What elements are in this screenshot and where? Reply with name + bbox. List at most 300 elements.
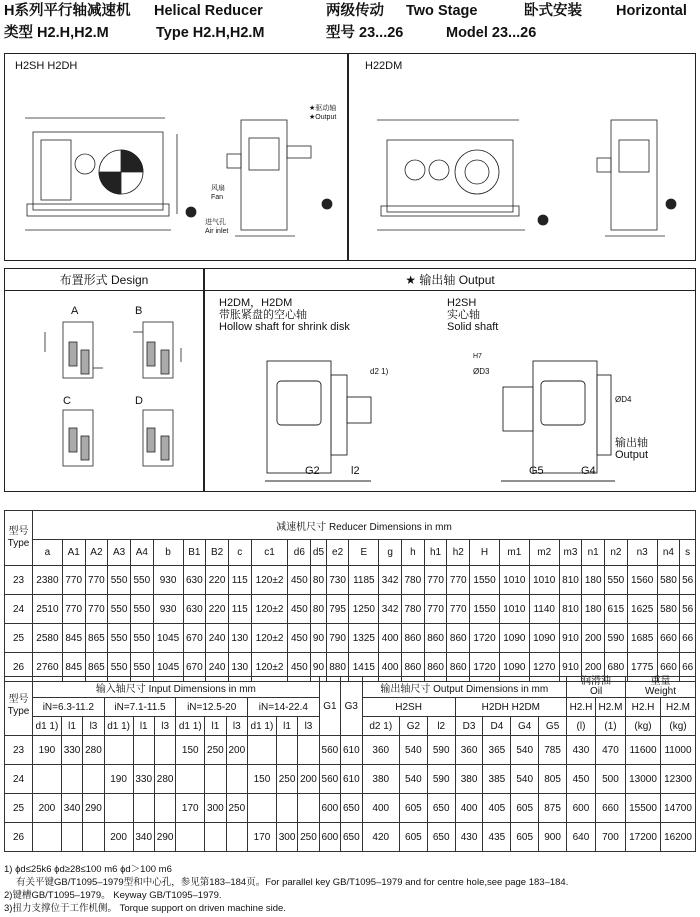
table-cell: 560 (319, 736, 340, 765)
table-cell: 1270 (529, 653, 559, 682)
table-cell: 360 (455, 736, 483, 765)
table-cell: 910 (559, 624, 582, 653)
note-1: 1) ϕd≤25k6 ϕd≥28≤100 m6 ϕd＞100 m6 (4, 864, 172, 875)
table-cell (176, 823, 205, 852)
oil-unit: (1) (595, 717, 625, 736)
output-title: ★ 输出轴 Output (205, 269, 695, 291)
table-cell: 190 (33, 736, 62, 765)
table-cell (154, 794, 175, 823)
table-cell: 860 (424, 653, 447, 682)
table-cell: 150 (248, 765, 277, 794)
input-sub-header: l3 (226, 717, 247, 736)
table-cell: 540 (511, 736, 539, 765)
drive-cn: ★驱动轴 (309, 105, 337, 112)
table-cell: 550 (108, 566, 131, 595)
table-cell: 770 (85, 595, 108, 624)
table-cell: 550 (108, 624, 131, 653)
table-cell: 11600 (626, 736, 661, 765)
table-cell: 550 (108, 653, 131, 682)
table-cell: 605 (511, 823, 539, 852)
solid-en: Solid shaft (447, 321, 499, 333)
dim-g5: G5 (529, 465, 544, 477)
table-cell: 790 (326, 624, 349, 653)
table-cell (104, 794, 133, 823)
header (4, 0, 696, 44)
table-cell: 605 (511, 794, 539, 823)
table-cell: 1415 (349, 653, 379, 682)
table-cell: 24 (5, 595, 33, 624)
table-cell: 340 (61, 794, 82, 823)
table-cell: 200 (582, 624, 605, 653)
table-cell: 1720 (470, 624, 500, 653)
table-cell: 250 (276, 765, 297, 794)
io-type-header: 型号 Type (5, 677, 33, 736)
table-cell: 1625 (627, 595, 657, 624)
table-cell: 450 (288, 624, 311, 653)
table-cell: 1250 (349, 595, 379, 624)
table-cell: 56 (680, 566, 696, 595)
table-cell (61, 765, 82, 794)
table-row (5, 794, 696, 823)
reducer-drawing-right (349, 54, 695, 260)
output-en: Output (615, 449, 649, 461)
table-cell: 200 (582, 653, 605, 682)
note-1b: 有关平键GB/T1095–1979型和中心孔，参见第183–184页。For parallel key GB/T1095–1979 and for centre hole,see page 183–184. (16, 877, 569, 888)
table-cell: 930 (153, 566, 183, 595)
table-cell: 670 (183, 624, 206, 653)
table-cell: 865 (85, 653, 108, 682)
table-cell: 650 (427, 794, 455, 823)
table-cell: 640 (567, 823, 596, 852)
table-cell: 430 (567, 736, 596, 765)
table-cell: 220 (206, 595, 229, 624)
col-header-1: A1 (62, 540, 85, 566)
h2dh-h2dm-header: H2DH H2DM (455, 698, 566, 717)
table-cell: 150 (176, 736, 205, 765)
input-sub-header: d1 1) (33, 717, 62, 736)
table-cell: 340 (133, 823, 154, 852)
design-arrangements (5, 292, 203, 492)
note-3: 3)扭力支撑位于工作机侧。 Torque support on driven machine side. (4, 903, 286, 914)
table-cell: 200 (104, 823, 133, 852)
col-header-10: d6 (288, 540, 311, 566)
table-cell: 450 (288, 595, 311, 624)
type-cn: 类型 H2.H,H2.M (4, 25, 109, 41)
col-header-15: h (402, 540, 425, 566)
oil-header: 润滑油 Oil (567, 677, 626, 698)
design-label-c: C (63, 395, 71, 407)
table-cell: 220 (206, 566, 229, 595)
output-shaft-drawings (205, 291, 695, 491)
drawing-left-title: H2SH H2DH (15, 60, 78, 72)
output-cn: 输出轴 (615, 437, 648, 449)
col-header-9: c1 (251, 540, 288, 566)
table-cell (133, 736, 154, 765)
table-cell: 400 (379, 653, 402, 682)
col-header-13: E (349, 540, 379, 566)
col-header-8: c (228, 540, 251, 566)
table-cell: 120±2 (251, 653, 288, 682)
type-header: 型号 Type (5, 511, 33, 566)
table-cell: 615 (605, 595, 628, 624)
col-header-0: a (33, 540, 63, 566)
table-cell: 540 (511, 765, 539, 794)
table-cell: 605 (399, 794, 427, 823)
drawing-right-title: H22DM (365, 60, 403, 72)
table-cell: 810 (559, 566, 582, 595)
reducer-title: 减速机尺寸 Reducer Dimensions in mm (33, 511, 696, 540)
hollow-en: Hollow shaft for shrink disk (219, 321, 350, 333)
output-panel (204, 268, 696, 492)
table-cell: 780 (402, 566, 425, 595)
table-cell: 450 (288, 653, 311, 682)
table-cell: 1090 (499, 653, 529, 682)
col-header-23: n2 (605, 540, 628, 566)
table-cell: 630 (183, 595, 206, 624)
table-cell: 66 (680, 624, 696, 653)
table-cell: 1185 (349, 566, 379, 595)
table-cell: 1010 (499, 595, 529, 624)
mount-en: Horizontal (616, 3, 687, 19)
dim-l2: l2 (351, 465, 360, 477)
table-cell: 180 (582, 566, 605, 595)
table-cell: 770 (62, 595, 85, 624)
stage-en: Two Stage (406, 3, 478, 19)
table-cell (248, 794, 277, 823)
table-cell: 2760 (33, 653, 63, 682)
table-cell: 550 (130, 566, 153, 595)
weight-unit: (kg) (626, 717, 661, 736)
table-cell: 580 (657, 595, 680, 624)
table-cell: 250 (298, 823, 319, 852)
table-cell: 875 (539, 794, 567, 823)
ratio-group-2: iN=7.1-11.5 (104, 698, 176, 717)
table-cell: 360 (362, 736, 399, 765)
table-cell (33, 823, 62, 852)
weight-col-h2h: H2.H (626, 698, 661, 717)
table-cell: 770 (85, 566, 108, 595)
table-cell: 130 (228, 653, 251, 682)
oil-col-h2m: H2.M (595, 698, 625, 717)
table-cell (176, 765, 205, 794)
table-cell: 860 (424, 624, 447, 653)
table-cell: 400 (455, 794, 483, 823)
drawing-left-panel (4, 53, 348, 261)
col-header-18: H (470, 540, 500, 566)
table-cell: 23 (5, 736, 33, 765)
table-cell: 240 (206, 624, 229, 653)
table-cell: 380 (362, 765, 399, 794)
table-cell: 605 (399, 823, 427, 852)
table-cell (104, 736, 133, 765)
table-cell: 280 (83, 736, 104, 765)
table-cell: 90 (311, 624, 327, 653)
table-cell: 1045 (153, 624, 183, 653)
output-dims-title: 输出轴尺寸 Output Dimensions in mm (362, 677, 567, 698)
io-dimensions-table (4, 676, 696, 852)
g1-header: G1 (319, 677, 340, 736)
table-cell: 130 (228, 624, 251, 653)
table-cell: 1720 (470, 653, 500, 682)
table-cell: 770 (424, 595, 447, 624)
table-cell: 930 (153, 595, 183, 624)
table-cell: 590 (605, 624, 628, 653)
table-cell: 300 (205, 794, 226, 823)
col-header-19: m1 (499, 540, 529, 566)
table-cell: 435 (483, 823, 511, 852)
table-cell: 700 (595, 823, 625, 852)
table-cell: 1010 (499, 566, 529, 595)
design-title: 布置形式 Design (5, 269, 203, 291)
input-sub-header: l1 (276, 717, 297, 736)
output-sub-header: d2 1) (362, 717, 399, 736)
table-cell: 240 (206, 653, 229, 682)
table-cell: 1775 (627, 653, 657, 682)
mount-cn: 卧式安装 (524, 3, 582, 19)
table-cell: 610 (341, 765, 362, 794)
table-cell: 650 (341, 794, 362, 823)
table-row (5, 736, 696, 765)
table-cell: 330 (133, 765, 154, 794)
table-cell: 200 (226, 736, 247, 765)
table-cell (276, 736, 297, 765)
table-cell: 430 (455, 823, 483, 852)
input-sub-header: d1 1) (104, 717, 133, 736)
table-cell: 1550 (470, 595, 500, 624)
table-cell: 420 (362, 823, 399, 852)
table-cell (61, 823, 82, 852)
col-header-22: n1 (582, 540, 605, 566)
table-cell: 200 (298, 765, 319, 794)
table-cell: 600 (567, 794, 596, 823)
table-cell: 650 (341, 823, 362, 852)
table-cell: 280 (154, 765, 175, 794)
table-row (5, 566, 696, 595)
table-cell: 26 (5, 653, 33, 682)
output-sub-header: D3 (455, 717, 483, 736)
table-cell: 190 (104, 765, 133, 794)
table-cell: 342 (379, 566, 402, 595)
table-cell: 25 (5, 624, 33, 653)
table-cell: 880 (326, 653, 349, 682)
table-cell: 860 (447, 653, 470, 682)
output-sub-header: l2 (427, 717, 455, 736)
table-cell: 590 (427, 736, 455, 765)
design-label-b: B (135, 305, 143, 317)
table-cell: 23 (5, 566, 33, 595)
note-2: 2)键槽GB/T1095–1979。 Keyway GB/T1095–1979. (4, 890, 222, 901)
table-cell: 180 (582, 595, 605, 624)
col-header-3: A3 (108, 540, 131, 566)
table-row (5, 595, 696, 624)
table-cell: 400 (362, 794, 399, 823)
col-header-24: n3 (627, 540, 657, 566)
col-header-21: m3 (559, 540, 582, 566)
drive-en: ★Output (309, 114, 337, 121)
col-header-16: h1 (424, 540, 447, 566)
table-cell: 610 (341, 736, 362, 765)
table-cell: 1325 (349, 624, 379, 653)
table-cell: 550 (130, 595, 153, 624)
table-cell: 2510 (33, 595, 63, 624)
table-cell: 450 (288, 566, 311, 595)
footnotes (4, 863, 568, 915)
table-cell: 650 (427, 823, 455, 852)
table-cell: 342 (379, 595, 402, 624)
table-cell: 860 (447, 624, 470, 653)
table-cell: 170 (176, 794, 205, 823)
ratio-group-3: iN=12.5-20 (176, 698, 248, 717)
title-cn: H系列平行轴减速机 (4, 3, 131, 19)
input-sub-header: l1 (205, 717, 226, 736)
table-cell: 365 (483, 736, 511, 765)
table-cell: 540 (399, 736, 427, 765)
table-cell (83, 823, 104, 852)
table-cell: 600 (319, 823, 340, 852)
table-cell: 405 (483, 794, 511, 823)
table-cell: 660 (657, 624, 680, 653)
table-cell: 1550 (470, 566, 500, 595)
table-cell: 910 (559, 653, 582, 682)
dim-g4: G4 (581, 465, 596, 477)
table-cell: 770 (447, 566, 470, 595)
table-cell: 580 (657, 566, 680, 595)
design-label-a: A (71, 305, 79, 317)
table-cell (154, 736, 175, 765)
col-header-6: B1 (183, 540, 206, 566)
model-en: Model 23...26 (446, 25, 537, 41)
table-cell (248, 736, 277, 765)
table-cell: 120±2 (251, 566, 288, 595)
col-header-5: b (153, 540, 183, 566)
table-cell: 24 (5, 765, 33, 794)
table-cell: 770 (424, 566, 447, 595)
air-en: Air inlet (205, 228, 229, 235)
table-cell: 2580 (33, 624, 63, 653)
col-header-20: m2 (529, 540, 559, 566)
table-cell: 470 (595, 736, 625, 765)
output-sub-header: G4 (511, 717, 539, 736)
table-cell: 80 (311, 566, 327, 595)
table-cell: 680 (605, 653, 628, 682)
table-cell: 810 (559, 595, 582, 624)
table-cell: 300 (276, 823, 297, 852)
input-sub-header: l3 (154, 717, 175, 736)
table-cell (298, 794, 319, 823)
table-cell: 1090 (499, 624, 529, 653)
reducer-dimensions-table (4, 510, 696, 682)
input-sub-header: l1 (133, 717, 154, 736)
table-cell: 380 (455, 765, 483, 794)
table-cell: 25 (5, 794, 33, 823)
dim-d2: d2 1) (370, 367, 389, 376)
solid-title: H2SH (447, 297, 477, 309)
weight-col-h2m: H2.M (660, 698, 695, 717)
table-cell: 770 (62, 566, 85, 595)
weight-header: 重量 Weight (626, 677, 696, 698)
table-cell (133, 794, 154, 823)
table-cell: 1685 (627, 624, 657, 653)
table-cell: 290 (154, 823, 175, 852)
table-cell: 200 (33, 794, 62, 823)
table-cell: 14700 (660, 794, 695, 823)
table-cell: 15500 (626, 794, 661, 823)
model-cn: 型号 23...26 (326, 25, 404, 41)
input-title: 输入轴尺寸 Input Dimensions in mm (33, 677, 320, 698)
table-cell: 540 (399, 765, 427, 794)
table-cell: 17200 (626, 823, 661, 852)
table-cell: 13000 (626, 765, 661, 794)
table-cell: 250 (205, 736, 226, 765)
air-cn: 进气孔 (205, 219, 226, 226)
table-cell: 450 (567, 765, 596, 794)
col-header-4: A4 (130, 540, 153, 566)
table-cell: 550 (130, 624, 153, 653)
table-row (5, 823, 696, 852)
dim-g2: G2 (305, 465, 320, 477)
table-cell: 845 (62, 624, 85, 653)
table-cell: 730 (326, 566, 349, 595)
table-cell: 550 (108, 595, 131, 624)
table-cell: 290 (83, 794, 104, 823)
table-cell: 80 (311, 595, 327, 624)
dim-d4: ØD4 (615, 395, 632, 404)
table-cell: 805 (539, 765, 567, 794)
col-header-26: s (680, 540, 696, 566)
oil-unit: (l) (567, 717, 596, 736)
output-sub-header: G2 (399, 717, 427, 736)
table-cell: 1140 (529, 595, 559, 624)
table-cell: 660 (595, 794, 625, 823)
table-cell: 780 (402, 595, 425, 624)
hollow-cn: 带胀紧盘的空心轴 (219, 309, 307, 321)
table-cell: 11000 (660, 736, 695, 765)
table-cell: 550 (605, 566, 628, 595)
table-cell: 500 (595, 765, 625, 794)
input-sub-header: l3 (298, 717, 319, 736)
solid-cn: 实心轴 (447, 309, 480, 321)
ratio-group-4: iN=14-22.4 (248, 698, 320, 717)
table-cell: 2380 (33, 566, 63, 595)
col-header-7: B2 (206, 540, 229, 566)
table-cell: 66 (680, 653, 696, 682)
input-sub-header: l1 (61, 717, 82, 736)
drawing-right-panel (348, 53, 696, 261)
hollow-title: H2DM，H2DM (219, 297, 293, 309)
type-en: Type H2.H,H2.M (156, 25, 265, 41)
fan-en: Fan (211, 194, 224, 201)
table-cell: 630 (183, 566, 206, 595)
table-cell: 26 (5, 823, 33, 852)
table-cell: 795 (326, 595, 349, 624)
dim-h7: H7 (473, 353, 482, 360)
dim-d3: ØD3 (473, 367, 490, 376)
h2sh-header: H2SH (362, 698, 455, 717)
reducer-drawing-left (5, 54, 347, 260)
table-cell (83, 765, 104, 794)
table-cell: 770 (447, 595, 470, 624)
table-cell (226, 765, 247, 794)
table-cell: 250 (226, 794, 247, 823)
table-cell: 865 (85, 624, 108, 653)
table-cell (226, 823, 247, 852)
oil-col-h2h: H2.H (567, 698, 596, 717)
col-header-12: e2 (326, 540, 349, 566)
g3-header: G3 (341, 677, 362, 736)
output-sub-header: D4 (483, 717, 511, 736)
table-cell: 115 (228, 566, 251, 595)
table-row (5, 624, 696, 653)
